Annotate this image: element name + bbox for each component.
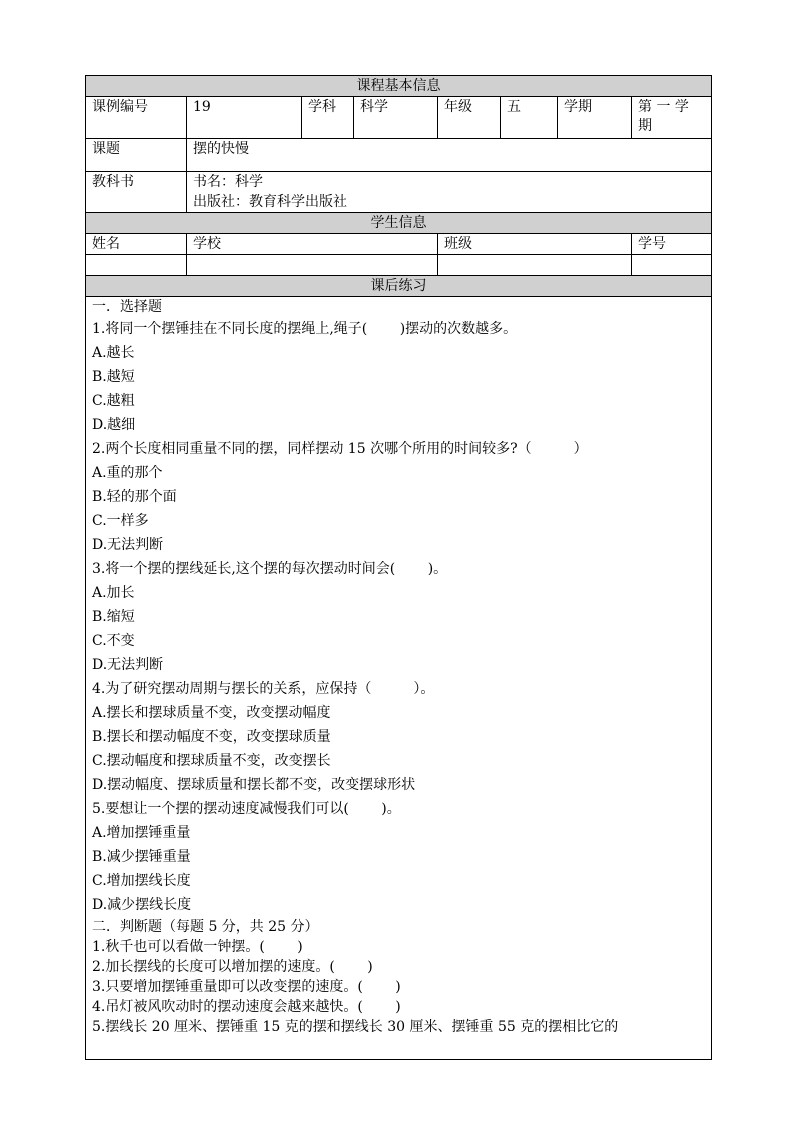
question-line: 5.要想让一个摆的摆动速度减慢我们可以( )。 — [92, 801, 401, 817]
subject-label: 学科 — [302, 97, 354, 139]
option-line: C.不变 — [92, 633, 135, 649]
id-field[interactable] — [632, 255, 712, 276]
term-value — [632, 97, 712, 139]
option-line: A.重的那个 — [92, 465, 163, 481]
student-info-header: 学生信息 — [86, 213, 712, 234]
term-value-line1: 第 一 学 — [638, 99, 689, 115]
code-label: 课例编号 — [86, 97, 187, 139]
grade-label: 年级 — [438, 97, 501, 139]
judgement-line: 4.吊灯被风吹动时的摆动速度会越来越快。( ) — [92, 999, 401, 1015]
course-info-header: 课程基本信息 — [86, 76, 712, 97]
option-line: B.轻的那个面 — [92, 489, 177, 505]
option-line: D.越细 — [92, 417, 136, 433]
question-line: 1.将同一个摆锤挂在不同长度的摆绳上,绳子( )摆动的次数越多。 — [92, 321, 518, 337]
exercise-body — [86, 297, 712, 1060]
exercise-header: 课后练习 — [86, 276, 712, 297]
name-label: 姓名 — [86, 234, 187, 255]
section-heading: 二．判断题（每题 5 分，共 25 分） — [92, 919, 319, 935]
option-line: D.无法判断 — [92, 657, 164, 673]
grade-value: 五 — [501, 97, 558, 139]
option-line: D.无法判断 — [92, 537, 164, 553]
textbook-label: 教科书 — [86, 172, 187, 213]
option-line: B.越短 — [92, 369, 135, 385]
judgement-line: 1.秋千也可以看做一钟摆。( ) — [92, 939, 303, 955]
option-line: C.越粗 — [92, 393, 135, 409]
question-line: 2.两个长度相同重量不同的摆，同样摆动 15 次哪个所用的时间较多?（ ） — [92, 441, 588, 457]
class-field[interactable] — [438, 255, 632, 276]
option-line: A.越长 — [92, 345, 135, 361]
title-value: 摆的快慢 — [187, 139, 712, 172]
option-line: A.加长 — [92, 585, 135, 601]
question-line: 4.为了研究摆动周期与摆长的关系，应保持（ ）。 — [92, 681, 435, 697]
option-line: B.减少摆锤重量 — [92, 849, 191, 865]
option-line: B.缩短 — [92, 609, 135, 625]
option-line: D.摆动幅度、摆球质量和摆长都不变，改变摆球形状 — [92, 777, 416, 793]
class-label: 班级 — [438, 234, 632, 255]
textbook-value — [187, 172, 712, 213]
option-line: C.摆动幅度和摆球质量不变，改变摆长 — [92, 753, 331, 769]
judgement-line: 2.加长摆线的长度可以增加摆的速度。( ) — [92, 959, 373, 975]
name-field[interactable] — [86, 255, 187, 276]
id-label: 学号 — [632, 234, 712, 255]
option-line: A.增加摆锤重量 — [92, 825, 191, 841]
code-value: 19 — [187, 97, 302, 139]
judgement-line: 5.摆线长 20 厘米、摆锤重 15 克的摆和摆线长 30 厘米、摆锤重 55 克的摆相比它的 — [92, 1019, 619, 1035]
school-label: 学校 — [187, 234, 438, 255]
question-line: 3.将一个摆的摆线延长,这个摆的每次摆动时间会( )。 — [92, 561, 448, 577]
option-line: C.一样多 — [92, 513, 149, 529]
school-field[interactable] — [187, 255, 438, 276]
course-sheet — [85, 75, 712, 1060]
title-label: 课题 — [86, 139, 187, 172]
section-heading: 一．选择题 — [92, 299, 162, 315]
term-label: 学期 — [558, 97, 632, 139]
option-line: C.增加摆线长度 — [92, 873, 191, 889]
subject-value: 科学 — [354, 97, 438, 139]
judgement-line: 3.只要增加摆锤重量即可以改变摆的速度。( ) — [92, 979, 401, 995]
term-value-line2: 期 — [638, 118, 652, 134]
option-line: B.摆长和摆动幅度不变，改变摆球质量 — [92, 729, 331, 745]
option-line: D.减少摆线长度 — [92, 897, 192, 913]
textbook-name: 书名：科学 — [193, 174, 263, 190]
textbook-publisher: 出版社：教育科学出版社 — [193, 194, 347, 210]
option-line: A.摆长和摆球质量不变，改变摆动幅度 — [92, 705, 331, 721]
